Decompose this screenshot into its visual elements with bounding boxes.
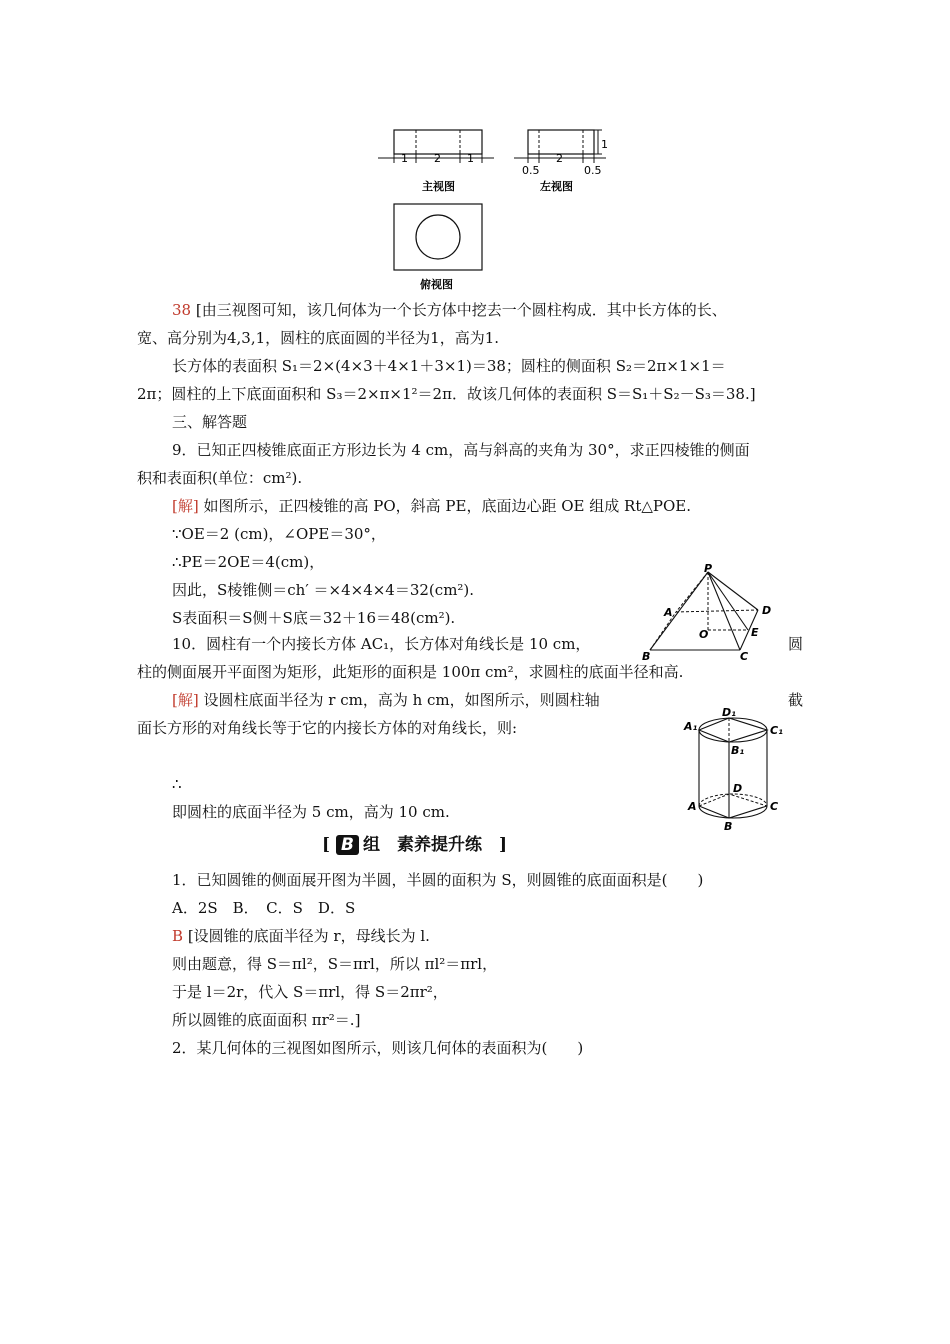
q9-sol2: ∵OE＝2 (cm)，∠OPE＝30°， [172, 525, 386, 543]
b2-question: 2．某几何体的三视图如图所示，则该几何体的表面积为( ) [172, 1039, 584, 1057]
b1-sol4: 所以圆锥的底面面积 πr²＝.] [172, 1011, 361, 1029]
q9-line1: 9．已知正四棱锥底面正方形边长为 4 cm，高与斜高的夹角为 30°，求正四棱锥的侧面 [172, 441, 750, 459]
top-caption: 俯视图 [420, 278, 453, 291]
left-caption: 左视图 [540, 180, 573, 193]
svg-text:A₁: A₁ [684, 720, 698, 733]
left-dim-2: 2 [556, 152, 563, 165]
q10-jie-label: [解] [172, 691, 199, 709]
q10-sol1a: 设圆柱底面半径为 r cm，高为 h cm，如图所示，则圆柱轴 [203, 691, 600, 709]
q10-line1b: 圆 [788, 635, 804, 653]
q8-answer-line2: 宽、高分别为4,3,1，圆柱的底面圆的半径为1，高为1. [137, 329, 500, 347]
front-dim-1: 1 [401, 152, 408, 165]
svg-text:C₁: C₁ [770, 724, 783, 737]
svg-text:P: P [704, 562, 713, 575]
q9-sol5: S表面积＝S侧＋S底＝32＋16＝48(cm²). [172, 609, 456, 627]
q10-line1a: 10．圆柱有一个内接长方体 AC₁，长方体对角线长是 10 cm， [172, 635, 591, 653]
svg-text:B: B [642, 650, 651, 663]
b1-sol1: [设圆锥的底面半径为 r，母线长为 l. [187, 927, 430, 945]
q10-sol1b: 截 [788, 691, 804, 709]
q8-answer-value: 38 [172, 301, 192, 319]
svg-text:B₁: B₁ [731, 744, 745, 757]
q8-answer-line4: 2π；圆柱的上下底面面积和 S₃＝2×π×1²＝2π．故该几何体的表面积 S＝S₁＋S₂－S₃＝38.] [137, 385, 756, 403]
q10-line2: 柱的侧面展开平面图为矩形，此矩形的面积是 100π cm²，求圆柱的底面半径和高. [137, 663, 684, 681]
q9-sol1: 如图所示，正四棱锥的高 PO，斜高 PE，底面边心距 OE 组成 Rt△POE. [203, 497, 691, 515]
b-group-title: 组 素养提升练 [363, 835, 483, 855]
svg-text:E: E [751, 626, 759, 639]
front-dim-3: 1 [467, 152, 474, 165]
svg-text:D₁: D₁ [722, 706, 736, 719]
front-dim-2: 2 [434, 152, 441, 165]
q9-sol3: ∴PE＝2OE＝4(cm)， [172, 553, 325, 571]
left-dim-height: 1 [601, 138, 608, 151]
left-dim-1: 0.5 [522, 164, 540, 177]
b-group-letter: B [336, 835, 359, 855]
svg-text:C: C [770, 800, 779, 813]
b1-question: 1．已知圆锥的侧面展开图为半圆，半圆的面积为 S，则圆锥的底面面积是( ) [172, 871, 704, 889]
svg-text:A: A [688, 800, 697, 813]
q9-jie-label: [解] [172, 497, 199, 515]
front-caption: 主视图 [422, 180, 455, 193]
b1-sol3: 于是 l＝2r，代入 S＝πrl，得 S＝2πr²， [172, 983, 448, 1001]
svg-text:C: C [740, 650, 749, 663]
b1-options: A．2S B． C．S D．S [172, 899, 356, 917]
svg-text:A: A [664, 606, 673, 619]
svg-text:D: D [733, 782, 743, 795]
q10-therefore: ∴ [172, 775, 182, 793]
b-group-banner: [ B 组 素养提升练 ] [322, 835, 508, 855]
q9-line2: 积和表面积(单位：cm²). [137, 469, 303, 487]
left-dim-3: 0.5 [584, 164, 602, 177]
q8-answer-line1: [由三视图可知，该几何体为一个长方体中挖去一个圆柱构成．其中长方体的长、 [195, 301, 727, 319]
b1-sol2: 则由题意，得 S＝πl²，S＝πrl，所以 πl²＝πrl， [172, 955, 498, 973]
q9-sol4: 因此，S棱锥侧＝ch′ ＝×4×4×4＝32(cm²). [172, 581, 475, 599]
svg-text:D: D [762, 604, 772, 617]
b1-answer: B [172, 927, 184, 945]
q10-sol2: 面长方形的对角线长等于它的内接长方体的对角线长，则: [137, 719, 518, 737]
section-title: 三、解答题 [172, 413, 248, 431]
svg-text:B: B [724, 820, 733, 833]
q10-sol3: 即圆柱的底面半径为 5 cm，高为 10 cm. [172, 803, 450, 821]
svg-text:O: O [699, 628, 709, 641]
q8-answer-line3: 长方体的表面积 S₁＝2×(4×3＋4×1＋3×1)＝38；圆柱的侧面积 S₂＝2π×1×1＝ [172, 357, 726, 375]
